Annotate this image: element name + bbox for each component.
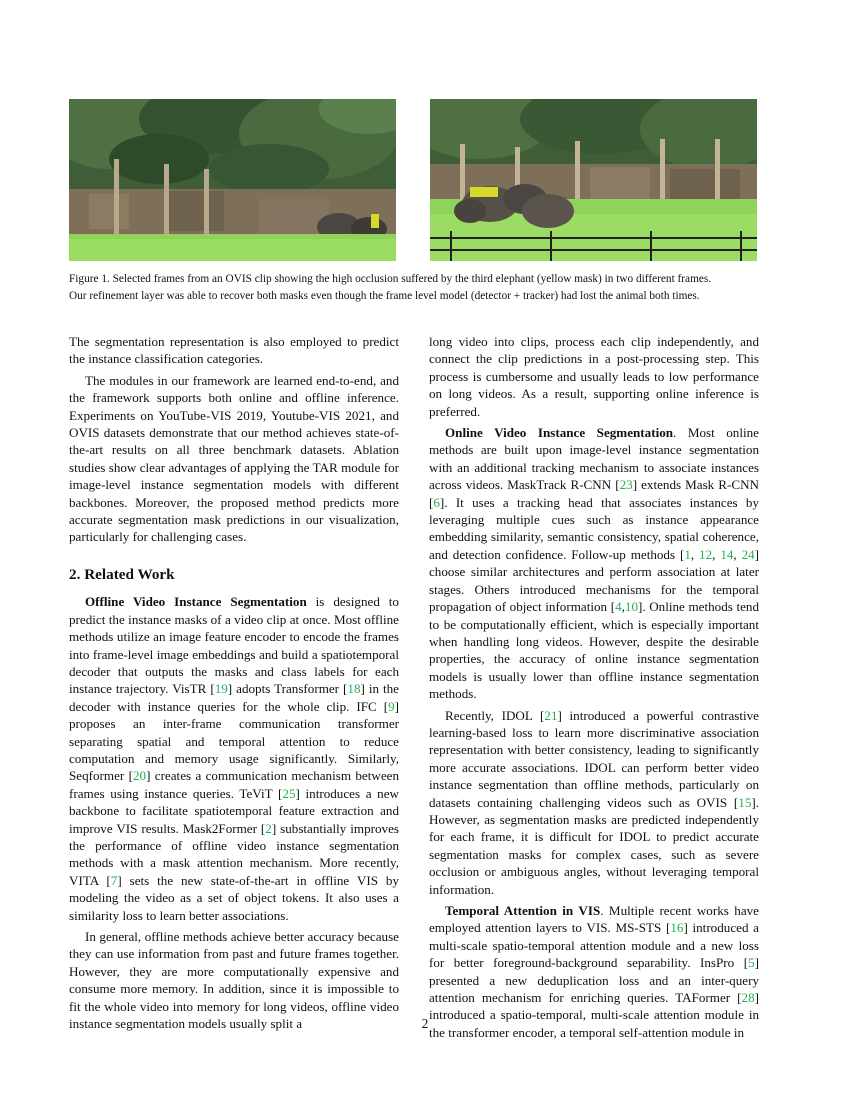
citation-link[interactable]: 1 [684,546,691,562]
text-span: ] introduced a multi-scale spatio-temporal attention module and a new loss for better foreground-background separability. InsPro [ [429,920,759,971]
paragraph: The segmentation representation is also employed to predict the instance classification categories. [69,334,399,367]
text-span: ] presented a new deduplication loss and an inter-query attention mechanism for enriching queries. TAFormer [ [429,955,759,1006]
text-span: ] proposes an inter-frame communication transformer separating spatial and temporal attention to reduce computation and memory usage significantly. Similarly, Seqformer [ [69,698,399,784]
citation-link[interactable]: 16 [670,920,684,936]
run-in-heading: Offline Video Instance Segmentation [85,594,307,610]
caption-line-2: Our refinement layer was able to recover both masks even though the frame level model (detector + tracker) had lost the animal both times. [69,290,700,302]
citation-link[interactable]: 14 [720,546,734,562]
figure-left-frame [69,99,396,261]
citation-link[interactable]: 9 [388,698,395,714]
run-in-heading: Online Video Instance Segmentation [445,425,674,441]
paragraph-idol [429,707,759,898]
citation-link[interactable]: 19 [214,681,228,697]
citation-link[interactable]: 21 [544,707,558,723]
text-span: ] introduced a spatio-temporal, multi-scale attention module in the transformer encoder, a temporal self-attention module in [429,990,759,1040]
figure-caption [69,271,769,305]
text-span: ] extends Mask R-CNN [ [429,477,759,510]
citation-link[interactable]: 20 [132,768,147,784]
text-span: ] adopts Transformer [ [227,681,348,697]
text-span: ] sets the new state-of-the-art in offline VIS by modeling the video as a set of object tokens. It also uses a similarity loss to learn better associations. [69,872,400,923]
elephant-frame-image-left [69,99,396,261]
text-span: Recently, IDOL [ [445,707,545,723]
run-in-heading: Temporal Attention in VIS [445,903,601,918]
citation-link[interactable]: 24 [741,546,755,562]
paragraph: long video into clips, process each clip independently, and connect the clip predictions in a post-processing step. This process is cumbersome and usually leads to low performance on long videos. As a result, supporting online inference is preferred. [429,334,759,419]
paragraph: In general, offline methods achieve better accuracy because they can use information from past and future frames together. However, they are more computationally expensive and consume more memory. In addition, since it is impossible to fit the whole video into memory for long videos, offline video instance segmentation models usually split a [69,929,399,1032]
citation-link[interactable]: 23 [619,477,633,493]
text-span: ]. However, as segmentation masks are predicted independently for each frame, it is difficult for IDOL to predict accurate segmentation masks for complex cases, such as severe occlusion or ambiguous angles, without leveraging temporal information. [429,794,759,897]
text-span: ] introduced a powerful contrastive learning-based loss to learn more discriminative association representation with better consistency, leading to significantly more accurate associations. IDOL can perform better video instance segmentation than offline methods, particularly on datasets containing challenging videos such as OVIS [ [429,707,759,810]
elephant-frame-image-right [430,99,757,261]
figure-1 [69,99,757,261]
citation-link[interactable]: 7 [110,872,118,888]
paragraph-offline-vis [69,593,399,924]
paragraph: The modules in our framework are learned end-to-end, and the framework supports both online and offline inference. Experiments on YouTube-VIS 2019, Youtube-VIS 2021, and OVIS datasets demonstrate that our method achieves state-of-the-art results on all three benchmark datasets. Ablation studies show clear advantages of applying the TAR module for image-level instance segmentation models with different backbones. Moreover, the proposed method predicts more accurate segmentation mask predictions in our visualization, particularly for challenging cases. [69,372,399,545]
left-column [69,333,399,1036]
citation-link[interactable]: 4 [615,599,622,615]
citation-link[interactable]: 12 [699,546,713,562]
text-span: ]. Online methods tend to be computationally efficient, which is especially important when handling long videos. However, despite the desirable properties, the accuracy of online instance segmentation models is usually lower than offline instance segmentation methods. [429,599,759,702]
text-span: ] in the decoder with instance queries for the whole clip. IFC [ [69,681,399,714]
figure-right-frame [430,99,757,261]
citation-link[interactable]: 15 [738,794,752,810]
caption-line-1: Figure 1. Selected frames from an OVIS clip showing the high occlusion suffered by the third elephant (yellow mask) in two different frames. [69,273,712,285]
text-span: ] choose similar architectures and perform association at later stages. Others introduced mechanisms for the temporal propagation of object information [ [429,546,760,615]
citation-link[interactable]: 10 [624,599,638,615]
text-span: . Most online methods are built upon image-level instance segmentation with an additional tracking mechanism to associate instances across videos. MaskTrack R-CNN [ [429,425,759,493]
citation-link[interactable]: 25 [282,785,296,801]
citation-link[interactable]: 28 [741,990,755,1006]
citation-link[interactable]: 18 [347,681,361,697]
page-number: 2 [421,1016,429,1031]
text-span: ] substantially improves the performance of offline video instance segmentation methods with a mask attention mechanism. More recently, VITA [ [69,820,399,888]
citation-link[interactable]: 2 [265,820,272,836]
text-span: ] creates a communication mechanism between frames using instance queries. TeViT [ [69,768,399,801]
text-span: . Multiple recent works have employed attention layers to VIS. MS-STS [ [429,903,759,936]
citation-link[interactable]: 5 [748,955,755,971]
paragraph-online-vis: Online Video Instance Segmentation. Most online methods are built upon image-level instance segmentation with an additional tracking mechanism to associate instances across videos. MaskTrack R-CNN [23] extends Mask R-CNN [6]. It uses a tracking head that associates instances by leveraging multiple cues such as instance appearance embedding similarity, semantic consistency, spatial coherence, and detection confidence. Follow-up methods [1, 12, 14, 24] choose similar architectures and perform association at later stages. Others introduced mechanisms for the temporal propagation of object information [4,10]. Online methods tend to be computationally efficient, which is especially important when handling long videos. However, despite the desirable properties, the accuracy of online instance segmentation models is usually lower than offline instance segmentation methods. [429,425,760,702]
text-span: is designed to predict the instance masks of a video clip at once. Most offline methods utilize an image feature encoder to encode the frames into frame-level image embeddings and build a spatiotemporal decoder that outputs the masks and class labels for each instance trajectory. VisTR [ [69,594,399,697]
section-heading: 2. Related Work [69,565,175,583]
text-span: ] introduces a new backbone to facilitate spatiotemporal feature extraction and improve VIS results. Mask2Former [ [69,785,399,836]
text-span: ]. It uses a tracking head that associates instances by leveraging multiple cues such as instance appearance embedding similarity, semantic consistency, spatial coherence, and detection confidence. Follow-up methods [ [429,494,759,562]
citation-link[interactable]: 6 [433,494,440,510]
right-column [429,333,759,1045]
